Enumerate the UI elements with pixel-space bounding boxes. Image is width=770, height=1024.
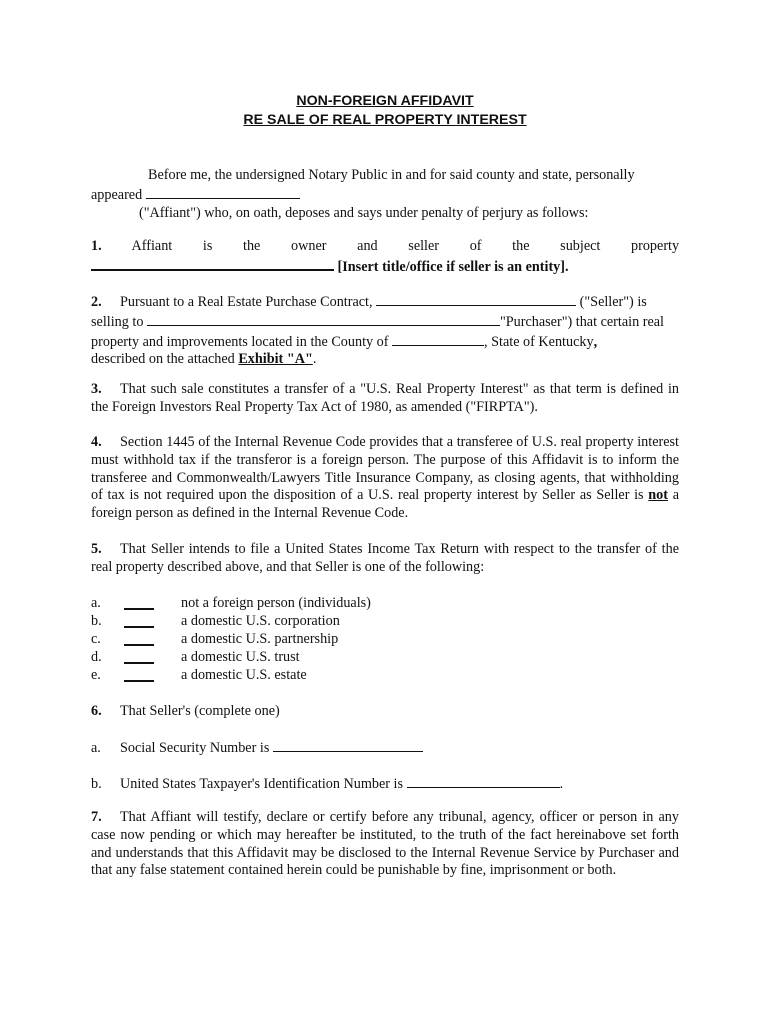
p1-word: owner — [291, 238, 327, 254]
seller-title-blank[interactable] — [91, 256, 334, 271]
p2-text: Pursuant to a Real Estate Purchase Contract, — [120, 294, 373, 310]
option-letter: b. — [91, 613, 102, 629]
p2-text: selling to — [91, 313, 144, 330]
tin-blank[interactable] — [407, 774, 560, 788]
tin-label: United States Taxpayer's Identification Number is — [120, 776, 404, 792]
p1-word: property — [631, 238, 680, 254]
seller-type-option — [91, 667, 679, 685]
paragraph-6 — [91, 703, 679, 721]
paragraph-6-number: 6. — [91, 703, 102, 719]
intro-line-1: Before me, the undersigned Notary Public in and for said county and state, personally — [148, 167, 635, 183]
option-letter: d. — [91, 649, 102, 665]
ssn-blank[interactable] — [273, 738, 423, 752]
p2-text: property and improvements located in the County of — [91, 333, 389, 350]
paragraph-5-number: 5. — [91, 541, 102, 557]
document-title: NON-FOREIGN AFFIDAVIT — [296, 93, 474, 109]
paragraph-3 — [91, 381, 679, 417]
paragraph-3-text: That such sale constitutes a transfer of a "U.S. Real Property Interest" as that term is defined in the Foreign Investors Real Property Tax Act of 1980, as amended ("FIRPTA"). — [91, 381, 679, 415]
p1-word: is — [202, 238, 213, 254]
p2-text: , State of Kentucky — [484, 333, 594, 350]
ssn-line — [91, 738, 679, 758]
option-checkbox-blank[interactable] — [124, 631, 154, 646]
seller-type-option — [91, 649, 679, 667]
county-blank[interactable] — [392, 332, 484, 346]
affiant-name-blank[interactable] — [146, 185, 300, 199]
paragraph-2 — [91, 292, 679, 369]
paragraph-4-text: Section 1445 of the Internal Revenue Code provides that a transferee of U.S. real property interest must withhold tax if the transferor is a foreign person. The purpose of this Affidavit is to inform the transferee and Commonwealth/Lawyers Title Insurance Company, as closing agents, that withholding of tax is not required upon the disposition of a U.S. real property interest by Seller as Seller is — [91, 434, 679, 504]
option-label: a domestic U.S. corporation — [181, 613, 340, 629]
seller-name-blank[interactable] — [376, 292, 576, 306]
intro-line-2 — [91, 185, 679, 205]
paragraph-2-line-3 — [91, 332, 679, 352]
tin-letter: b. — [91, 776, 102, 792]
paragraph-1 — [91, 238, 679, 277]
p2-text: . — [312, 351, 317, 368]
appeared-label: appeared — [91, 186, 143, 203]
p2-text: "Purchaser") that certain real — [499, 313, 664, 330]
paragraph-1-line-2 — [91, 256, 679, 277]
seller-type-option — [91, 631, 679, 649]
ssn-label: Social Security Number is — [120, 740, 270, 756]
option-label: a domestic U.S. trust — [181, 649, 300, 665]
p1-word: the — [243, 238, 261, 254]
p1-word: of — [469, 238, 482, 254]
paragraph-4 — [91, 434, 679, 523]
option-label: a domestic U.S. partnership — [181, 631, 339, 647]
document-subtitle: RE SALE OF REAL PROPERTY INTEREST — [243, 112, 527, 128]
option-checkbox-blank[interactable] — [124, 595, 154, 610]
seller-type-option — [91, 595, 679, 613]
paragraph-4-text-end: a foreign person as defined in the Internal Revenue Code. — [91, 487, 680, 522]
p1-word: and — [357, 238, 378, 254]
p1-word: Affiant — [131, 238, 173, 254]
not-emphasis: not — [648, 487, 668, 504]
purchaser-name-blank[interactable] — [147, 312, 500, 326]
p2-text: ("Seller") is — [579, 294, 647, 310]
option-checkbox-blank[interactable] — [124, 613, 154, 628]
paragraph-7 — [91, 809, 679, 880]
paragraph-3-number: 3. — [91, 381, 102, 397]
paragraph-6-text: That Seller's (complete one) — [120, 703, 280, 719]
paragraph-5-text: That Seller intends to file a United States Income Tax Return with respect to the transfer of the real property described above, and that Seller is one of the following: — [91, 541, 679, 575]
intro-line-3: ("Affiant") who, on oath, deposes and says under penalty of perjury as follows: — [139, 204, 589, 221]
ssn-letter: a. — [91, 740, 101, 756]
paragraph-4-number: 4. — [91, 434, 102, 450]
p2-text: described on the attached — [91, 351, 235, 368]
tin-end: . — [559, 776, 564, 792]
paragraph-1-number: 1. — [91, 238, 102, 254]
option-checkbox-blank[interactable] — [124, 649, 154, 664]
option-letter: c. — [91, 631, 101, 647]
option-letter: a. — [91, 595, 101, 611]
tin-line — [91, 774, 679, 794]
p2-text: , — [593, 333, 598, 350]
p1-word: subject — [560, 238, 601, 254]
paragraph-7-text: That Affiant will testify, declare or certify before any tribunal, agency, officer or person in any case now pending or which may hereafter be instituted, to the truth of the fact hereinabove set forth and understands that this Affidavit may be disclosed to the Internal Revenue Service by Purchaser and that any false statement contained herein could be punishable by fine, imprisonment or both. — [91, 809, 679, 879]
insert-title-note: [Insert title/office if seller is an entity]. — [337, 258, 569, 275]
paragraph-2-line-4 — [91, 351, 679, 369]
option-checkbox-blank[interactable] — [124, 667, 154, 682]
option-label: a domestic U.S. estate — [181, 667, 307, 683]
paragraph-2-number: 2. — [91, 294, 102, 310]
paragraph-2-line-2 — [91, 312, 679, 332]
p1-word: the — [512, 238, 530, 254]
p1-word: seller — [408, 238, 440, 254]
option-label: not a foreign person (individuals) — [181, 595, 371, 611]
seller-type-option — [91, 613, 679, 631]
paragraph-5 — [91, 541, 679, 577]
exhibit-a-reference: Exhibit "A" — [238, 351, 313, 368]
option-letter: e. — [91, 667, 101, 683]
paragraph-2-line-1 — [91, 292, 679, 312]
paragraph-7-number: 7. — [91, 809, 102, 825]
intro-paragraph — [91, 167, 679, 222]
paragraph-1-line-1 — [91, 238, 679, 256]
